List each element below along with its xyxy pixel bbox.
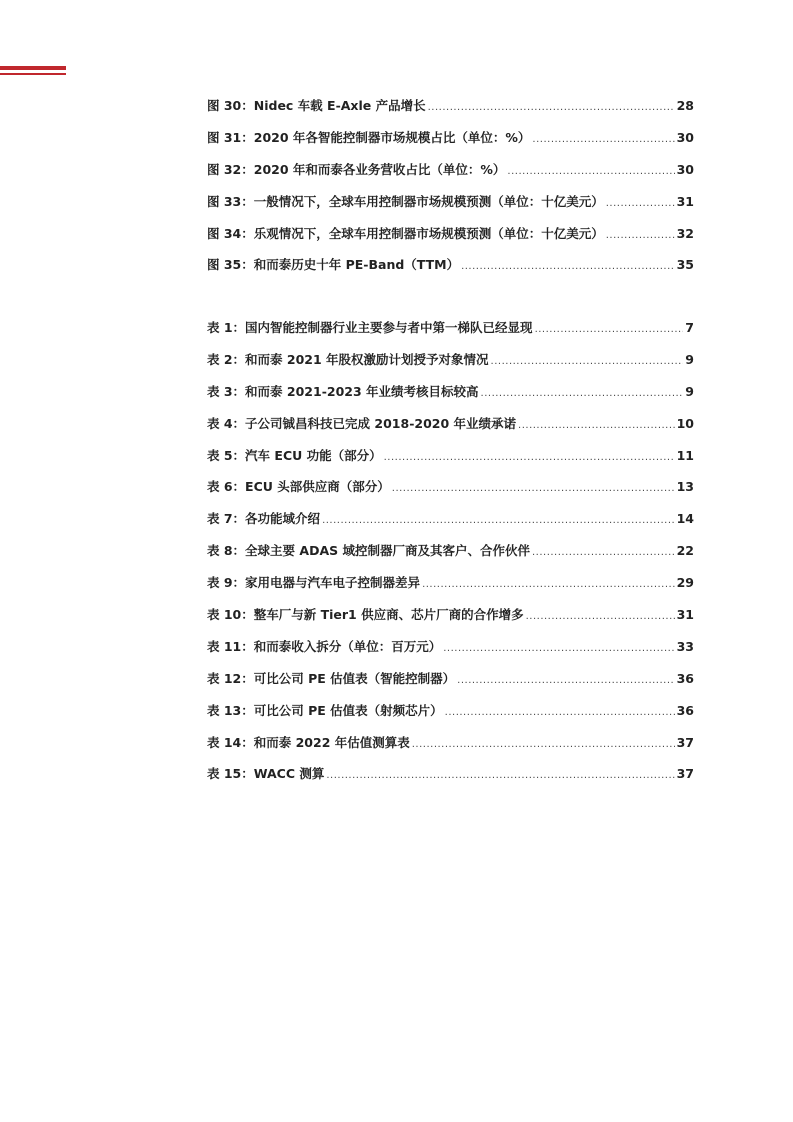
toc-entry-page: 11: [676, 447, 694, 463]
toc-entry-table[interactable]: [207, 477, 694, 509]
toc-entry-table[interactable]: [207, 764, 694, 796]
toc-entry-title: 表 14：和而泰 2022 年估值测算表: [207, 734, 410, 750]
toc-entry-title: 图 35：和而泰历史十年 PE-Band（TTM）: [207, 257, 460, 273]
dot-leader: [428, 102, 675, 113]
dot-leader: [481, 388, 684, 399]
dot-leader: [606, 198, 675, 209]
dot-leader: [445, 707, 675, 718]
header-accent-rule-thin: [0, 73, 66, 75]
toc-entry-page: 35: [676, 257, 694, 273]
toc-entry-page: 37: [676, 766, 694, 782]
toc-entry-title: 表 10：整车厂与新 Tier1 供应商、芯片厂商的合作增多: [207, 607, 524, 623]
dot-leader: [507, 166, 674, 177]
toc-entry-title: 表 3：和而泰 2021-2023 年业绩考核目标较高: [207, 383, 479, 399]
toc-entry-page: 36: [676, 702, 694, 718]
toc-entry-title: 表 2：和而泰 2021 年股权激励计划授予对象情况: [207, 351, 489, 367]
toc-entry-figure[interactable]: [207, 224, 694, 256]
toc-entry-page: 30: [676, 161, 694, 177]
toc-entry-table[interactable]: [207, 414, 694, 446]
toc-entry-title: 表 15：WACC 测算: [207, 766, 325, 782]
toc-entry-table[interactable]: [207, 446, 694, 478]
toc-entry-table[interactable]: [207, 733, 694, 765]
toc-entry-page: 10: [676, 415, 694, 431]
dot-leader: [518, 420, 675, 431]
toc-entry-title: 表 13：可比公司 PE 估值表（射频芯片）: [207, 702, 443, 718]
toc-entry-table[interactable]: [207, 573, 694, 605]
toc-entry-title: 表 12：可比公司 PE 估值表（智能控制器）: [207, 670, 456, 686]
dot-leader: [422, 579, 675, 590]
toc-entry-page: 31: [676, 607, 694, 623]
toc-entry-title: 表 1：国内智能控制器行业主要参与者中第一梯队已经显现: [207, 320, 533, 335]
dot-leader: [322, 515, 675, 526]
dot-leader: [535, 324, 684, 335]
toc-entry-title: 图 31：2020 年各智能控制器市场规模占比（单位：%）: [207, 129, 531, 145]
dot-leader: [461, 261, 675, 272]
toc-entry-page: 9: [685, 351, 694, 367]
toc-entry-page: 31: [676, 193, 694, 209]
toc-entry-title: 表 5：汽车 ECU 功能（部分）: [207, 447, 382, 463]
toc-entry-table[interactable]: [207, 605, 694, 637]
toc-entry-title: 表 4：子公司铖昌科技已完成 2018-2020 年业绩承诺: [207, 415, 517, 431]
dot-leader: [526, 611, 675, 622]
toc-entry-figure[interactable]: [207, 255, 694, 287]
dot-leader: [392, 483, 675, 494]
dot-leader: [532, 134, 674, 145]
header-accent-rule: [0, 66, 66, 70]
toc-entry-table[interactable]: [207, 701, 694, 733]
table-list: [207, 318, 694, 796]
dot-leader: [606, 230, 675, 241]
dot-leader: [384, 452, 675, 463]
toc-entry-title: 图 34：乐观情况下，全球车用控制器市场规模预测（单位：十亿美元）: [207, 225, 604, 241]
toc-entry-page: 33: [676, 638, 694, 654]
toc-entry-figure[interactable]: [207, 192, 694, 224]
toc-entry-title: 图 33：一般情况下，全球车用控制器市场规模预测（单位：十亿美元）: [207, 193, 604, 209]
dot-leader: [326, 770, 674, 781]
toc-entry-page: 28: [676, 98, 694, 113]
dot-leader: [443, 643, 674, 654]
toc-entry-title: 表 6：ECU 头部供应商（部分）: [207, 479, 390, 495]
toc-entry-title: 图 30：Nidec 车载 E-Axle 产品增长: [207, 98, 426, 113]
figure-list: [207, 96, 694, 287]
toc-entry-page: 29: [676, 575, 694, 591]
toc-entry-title: 图 32：2020 年和而泰各业务营收占比（单位：%）: [207, 161, 506, 177]
toc-entry-title: 表 7：各功能域介绍: [207, 511, 321, 527]
toc-entry-table[interactable]: [207, 382, 694, 414]
toc-entry-table[interactable]: [207, 318, 694, 350]
toc-entry-page: 22: [676, 543, 694, 559]
toc-entry-table[interactable]: [207, 350, 694, 382]
dot-leader: [457, 675, 674, 686]
toc-entry-page: 37: [676, 734, 694, 750]
toc-entry-table[interactable]: [207, 669, 694, 701]
dot-leader: [532, 547, 675, 558]
toc-entry-page: 30: [676, 129, 694, 145]
toc-entry-page: 32: [676, 225, 694, 241]
toc-entry-figure[interactable]: [207, 160, 694, 192]
toc-entry-title: 表 11：和而泰收入拆分（单位：百万元）: [207, 638, 442, 654]
toc-entry-page: 36: [676, 670, 694, 686]
toc-entry-title: 表 8：全球主要 ADAS 域控制器厂商及其客户、合作伙伴: [207, 543, 530, 559]
toc-entry-page: 9: [685, 383, 694, 399]
toc-entry-table[interactable]: [207, 637, 694, 669]
toc-entry-table[interactable]: [207, 541, 694, 573]
dot-leader: [491, 356, 684, 367]
toc-entry-table[interactable]: [207, 509, 694, 541]
dot-leader: [412, 739, 675, 750]
toc-entry-page: 14: [676, 511, 694, 527]
toc-entry-figure[interactable]: [207, 128, 694, 160]
toc-entry-figure[interactable]: [207, 96, 694, 128]
toc-entry-page: 7: [685, 320, 694, 335]
toc-entry-page: 13: [676, 479, 694, 495]
toc-entry-title: 表 9：家用电器与汽车电子控制器差异: [207, 575, 421, 591]
